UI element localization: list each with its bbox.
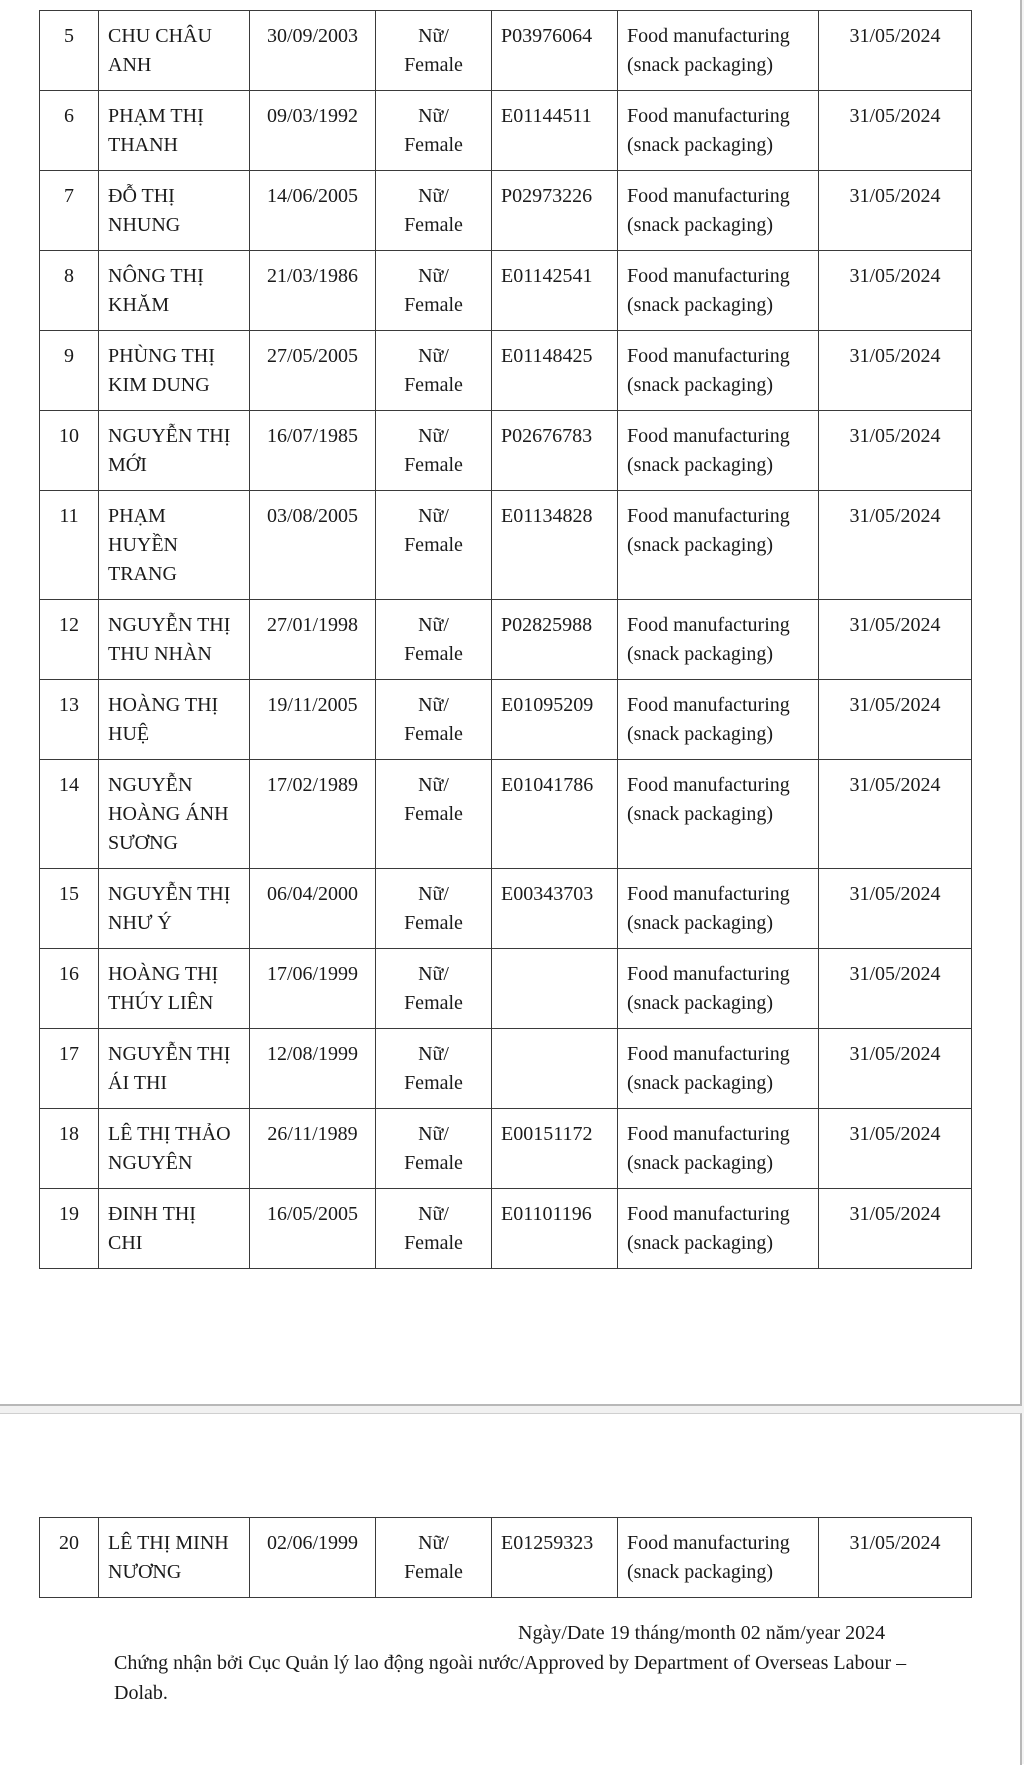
full-name-cell bbox=[99, 331, 250, 411]
table-row bbox=[40, 1189, 972, 1269]
date-of-birth-cell bbox=[250, 1518, 376, 1598]
full-name-line: ÁI THI bbox=[108, 1072, 168, 1094]
row-number-cell bbox=[40, 1189, 99, 1269]
row-number-cell bbox=[40, 331, 99, 411]
row-number: 14 bbox=[59, 774, 79, 796]
row-number-cell bbox=[40, 1029, 99, 1109]
job-line: (snack packaging) bbox=[627, 374, 774, 396]
row-number-cell bbox=[40, 491, 99, 600]
date-of-birth-cell bbox=[250, 1029, 376, 1109]
expected-date-cell bbox=[819, 491, 972, 600]
expected-date: 31/05/2024 bbox=[849, 774, 941, 796]
full-name-line: PHẠM THỊ bbox=[108, 105, 204, 127]
gender-cell bbox=[376, 171, 492, 251]
full-name-line: HOÀNG THỊ bbox=[108, 963, 219, 985]
date-of-birth-cell bbox=[250, 491, 376, 600]
full-name-line: KIM DUNG bbox=[108, 374, 210, 396]
expected-date-cell bbox=[819, 1109, 972, 1189]
job-line: (snack packaging) bbox=[627, 992, 774, 1014]
job-line: (snack packaging) bbox=[627, 294, 774, 316]
gender-cell bbox=[376, 1518, 492, 1598]
table-row bbox=[40, 91, 972, 171]
gender-line: Female bbox=[404, 54, 463, 76]
job-cell bbox=[618, 600, 819, 680]
row-number-cell bbox=[40, 1109, 99, 1189]
job-line: Food manufacturing bbox=[627, 105, 790, 127]
expected-date-cell bbox=[819, 411, 972, 491]
date-of-birth: 17/06/1999 bbox=[266, 963, 359, 985]
expected-date-cell bbox=[819, 1029, 972, 1109]
full-name-line: NHUNG bbox=[108, 214, 181, 236]
full-name-cell bbox=[99, 251, 250, 331]
date-of-birth-cell bbox=[250, 869, 376, 949]
expected-date: 31/05/2024 bbox=[849, 425, 941, 447]
job-cell bbox=[618, 251, 819, 331]
full-name-line: NÔNG THỊ bbox=[108, 265, 204, 287]
passport-number: P02825988 bbox=[501, 614, 593, 636]
gender-line: Nữ/ bbox=[418, 774, 449, 796]
date-of-birth: 09/03/1992 bbox=[266, 105, 359, 127]
row-number-cell bbox=[40, 411, 99, 491]
job-line: Food manufacturing bbox=[627, 185, 790, 207]
gender-cell bbox=[376, 11, 492, 91]
passport-number: E00343703 bbox=[501, 883, 594, 905]
certification-date: Ngày/Date 19 tháng/month 02 năm/year 2024 bbox=[518, 1622, 886, 1644]
date-of-birth: 30/09/2003 bbox=[266, 25, 359, 47]
full-name-cell bbox=[99, 1518, 250, 1598]
passport-cell bbox=[492, 1189, 618, 1269]
expected-date-cell bbox=[819, 251, 972, 331]
full-name-line: ĐINH THỊ bbox=[108, 1203, 196, 1225]
gender-cell bbox=[376, 949, 492, 1029]
expected-date: 31/05/2024 bbox=[849, 505, 941, 527]
row-number: 10 bbox=[59, 425, 79, 447]
passport-number: P03976064 bbox=[501, 25, 593, 47]
full-name-cell bbox=[99, 1189, 250, 1269]
gender-line: Nữ/ bbox=[418, 614, 449, 636]
expected-date: 31/05/2024 bbox=[849, 1043, 941, 1065]
date-of-birth-cell bbox=[250, 949, 376, 1029]
date-of-birth-cell bbox=[250, 11, 376, 91]
gender-line: Female bbox=[404, 643, 463, 665]
date-of-birth: 27/05/2005 bbox=[266, 345, 359, 367]
row-number-cell bbox=[40, 1518, 99, 1598]
gender-cell bbox=[376, 1189, 492, 1269]
job-line: (snack packaging) bbox=[627, 643, 774, 665]
job-line: Food manufacturing bbox=[627, 265, 790, 287]
gender-line: Female bbox=[404, 374, 463, 396]
full-name-line: HUỆ bbox=[108, 723, 150, 745]
row-number: 20 bbox=[59, 1532, 79, 1554]
expected-date-cell bbox=[819, 600, 972, 680]
job-line: (snack packaging) bbox=[627, 214, 774, 236]
passport-number: E01101196 bbox=[501, 1203, 592, 1225]
row-number: 16 bbox=[59, 963, 79, 985]
gender-cell bbox=[376, 251, 492, 331]
row-number-cell bbox=[40, 251, 99, 331]
expected-date: 31/05/2024 bbox=[849, 963, 941, 985]
passport-cell bbox=[492, 491, 618, 600]
expected-date-cell bbox=[819, 11, 972, 91]
passport-number: E00151172 bbox=[501, 1123, 593, 1145]
row-number-cell bbox=[40, 11, 99, 91]
full-name-line: CHU CHÂU bbox=[108, 25, 212, 47]
passport-cell bbox=[492, 760, 618, 869]
job-line: (snack packaging) bbox=[627, 723, 774, 745]
gender-line: Nữ/ bbox=[418, 883, 449, 905]
passport-number: E01144511 bbox=[501, 105, 592, 127]
gender-cell bbox=[376, 411, 492, 491]
gender-cell bbox=[376, 1109, 492, 1189]
passport-number: E01134828 bbox=[501, 505, 593, 527]
date-of-birth-cell bbox=[250, 600, 376, 680]
date-of-birth: 14/06/2005 bbox=[266, 185, 359, 207]
passport-cell bbox=[492, 680, 618, 760]
gender-line: Nữ/ bbox=[418, 345, 449, 367]
job-cell bbox=[618, 1518, 819, 1598]
date-of-birth-cell bbox=[250, 1189, 376, 1269]
full-name-cell bbox=[99, 91, 250, 171]
expected-date-cell bbox=[819, 680, 972, 760]
gender-cell bbox=[376, 491, 492, 600]
passport-number: E01095209 bbox=[501, 694, 594, 716]
gender-line: Nữ/ bbox=[418, 1123, 449, 1145]
gender-line: Nữ/ bbox=[418, 505, 449, 527]
job-line: Food manufacturing bbox=[627, 1532, 790, 1554]
row-number-cell bbox=[40, 91, 99, 171]
job-line: Food manufacturing bbox=[627, 1203, 790, 1225]
full-name-line: THANH bbox=[108, 134, 178, 156]
gender-line: Female bbox=[404, 912, 463, 934]
date-of-birth: 16/05/2005 bbox=[266, 1203, 359, 1225]
passport-cell bbox=[492, 251, 618, 331]
date-of-birth-cell bbox=[250, 411, 376, 491]
date-of-birth: 19/11/2005 bbox=[267, 694, 358, 716]
job-cell bbox=[618, 171, 819, 251]
job-line: (snack packaging) bbox=[627, 134, 774, 156]
job-line: Food manufacturing bbox=[627, 345, 790, 367]
date-of-birth-cell bbox=[250, 760, 376, 869]
table-row bbox=[40, 1518, 972, 1598]
row-number: 15 bbox=[59, 883, 79, 905]
gender-line: Female bbox=[404, 1232, 463, 1254]
job-line: Food manufacturing bbox=[627, 1043, 790, 1065]
table-row bbox=[40, 760, 972, 869]
full-name-line: HOÀNG THỊ bbox=[108, 694, 219, 716]
job-cell bbox=[618, 949, 819, 1029]
passport-number: P02676783 bbox=[501, 425, 593, 447]
worker-list-body bbox=[40, 11, 972, 1269]
full-name-line: ĐỖ THỊ bbox=[108, 185, 175, 207]
job-line: (snack packaging) bbox=[627, 1561, 774, 1583]
full-name-line: NGUYỄN THỊ bbox=[108, 1043, 231, 1065]
full-name-line: NGUYÊN bbox=[108, 1152, 193, 1174]
full-name-line: NGUYỄN bbox=[108, 774, 193, 796]
expected-date-cell bbox=[819, 949, 972, 1029]
table-row bbox=[40, 1109, 972, 1189]
full-name-cell bbox=[99, 680, 250, 760]
table-row bbox=[40, 331, 972, 411]
date-of-birth: 16/07/1985 bbox=[266, 425, 359, 447]
date-of-birth-cell bbox=[250, 1109, 376, 1189]
gender-line: Female bbox=[404, 992, 463, 1014]
passport-cell bbox=[492, 331, 618, 411]
full-name-line: PHÙNG THỊ bbox=[108, 345, 215, 367]
expected-date: 31/05/2024 bbox=[849, 1532, 941, 1554]
gender-line: Nữ/ bbox=[418, 105, 449, 127]
row-number-cell bbox=[40, 949, 99, 1029]
passport-cell bbox=[492, 1109, 618, 1189]
expected-date: 31/05/2024 bbox=[849, 1123, 941, 1145]
passport-cell bbox=[492, 411, 618, 491]
table-row bbox=[40, 680, 972, 760]
job-line: (snack packaging) bbox=[627, 803, 774, 825]
full-name-line: ANH bbox=[108, 54, 152, 76]
gender-line: Nữ/ bbox=[418, 694, 449, 716]
expected-date: 31/05/2024 bbox=[849, 1203, 941, 1225]
full-name-cell bbox=[99, 171, 250, 251]
row-number: 19 bbox=[59, 1203, 79, 1225]
job-line: (snack packaging) bbox=[627, 454, 774, 476]
expected-date: 31/05/2024 bbox=[849, 25, 941, 47]
full-name-line: HOÀNG ÁNH bbox=[108, 803, 229, 825]
expected-date-cell bbox=[819, 1189, 972, 1269]
job-line: Food manufacturing bbox=[627, 505, 790, 527]
row-number: 7 bbox=[64, 185, 74, 207]
job-line: (snack packaging) bbox=[627, 534, 774, 556]
full-name-line: SƯƠNG bbox=[108, 832, 178, 854]
passport-cell bbox=[492, 949, 618, 1029]
gender-line: Female bbox=[404, 134, 463, 156]
page-separator bbox=[0, 1406, 1024, 1413]
gender-line: Female bbox=[404, 1072, 463, 1094]
passport-cell bbox=[492, 91, 618, 171]
full-name-cell bbox=[99, 11, 250, 91]
full-name-line: PHẠM bbox=[108, 505, 166, 527]
job-line: Food manufacturing bbox=[627, 25, 790, 47]
job-line: Food manufacturing bbox=[627, 614, 790, 636]
date-of-birth-cell bbox=[250, 91, 376, 171]
expected-date: 31/05/2024 bbox=[849, 614, 941, 636]
document-page-2 bbox=[0, 1413, 1022, 1765]
worker-list-table-continued bbox=[39, 1517, 972, 1598]
full-name-line: LÊ THỊ THẢO bbox=[108, 1123, 231, 1145]
passport-number: E01259323 bbox=[501, 1532, 594, 1554]
date-of-birth-cell bbox=[250, 331, 376, 411]
passport-number: E01041786 bbox=[501, 774, 594, 796]
row-number: 5 bbox=[64, 25, 74, 47]
full-name-line: NHƯ Ý bbox=[108, 912, 172, 934]
expected-date: 31/05/2024 bbox=[849, 265, 941, 287]
full-name-line: CHI bbox=[108, 1232, 143, 1254]
gender-line: Female bbox=[404, 1152, 463, 1174]
job-line: Food manufacturing bbox=[627, 774, 790, 796]
gender-cell bbox=[376, 331, 492, 411]
full-name-cell bbox=[99, 869, 250, 949]
job-line: (snack packaging) bbox=[627, 54, 774, 76]
passport-cell bbox=[492, 1029, 618, 1109]
job-line: (snack packaging) bbox=[627, 912, 774, 934]
passport-cell bbox=[492, 869, 618, 949]
date-of-birth: 26/11/1989 bbox=[267, 1123, 358, 1145]
row-number-cell bbox=[40, 869, 99, 949]
row-number: 12 bbox=[59, 614, 79, 636]
table-row bbox=[40, 600, 972, 680]
table-row bbox=[40, 11, 972, 91]
expected-date: 31/05/2024 bbox=[849, 105, 941, 127]
row-number-cell bbox=[40, 171, 99, 251]
job-cell bbox=[618, 91, 819, 171]
job-line: (snack packaging) bbox=[627, 1072, 774, 1094]
full-name-cell bbox=[99, 1029, 250, 1109]
gender-line: Female bbox=[404, 454, 463, 476]
gender-line: Female bbox=[404, 294, 463, 316]
passport-cell bbox=[492, 600, 618, 680]
table-row bbox=[40, 251, 972, 331]
gender-line: Female bbox=[404, 723, 463, 745]
job-cell bbox=[618, 411, 819, 491]
approval-statement: Chứng nhận bởi Cục Quản lý lao động ngoài nước/Approved by Department of Overseas Labour – Dolab. bbox=[114, 1652, 907, 1704]
full-name-line: HUYỀN bbox=[108, 534, 178, 556]
table-row bbox=[40, 171, 972, 251]
passport-cell bbox=[492, 1518, 618, 1598]
date-of-birth: 27/01/1998 bbox=[266, 614, 359, 636]
passport-number: E01142541 bbox=[501, 265, 593, 287]
full-name-cell bbox=[99, 491, 250, 600]
gender-line: Nữ/ bbox=[418, 265, 449, 287]
gender-line: Nữ/ bbox=[418, 963, 449, 985]
job-line: (snack packaging) bbox=[627, 1232, 774, 1254]
table-row bbox=[40, 1029, 972, 1109]
date-of-birth: 03/08/2005 bbox=[266, 505, 359, 527]
worker-list-table bbox=[39, 10, 972, 1269]
gender-line: Nữ/ bbox=[418, 1532, 449, 1554]
row-number: 9 bbox=[64, 345, 74, 367]
full-name-cell bbox=[99, 411, 250, 491]
passport-cell bbox=[492, 171, 618, 251]
job-cell bbox=[618, 1189, 819, 1269]
gender-line: Nữ/ bbox=[418, 1203, 449, 1225]
gender-line: Nữ/ bbox=[418, 25, 449, 47]
row-number-cell bbox=[40, 600, 99, 680]
table-row bbox=[40, 491, 972, 600]
table-row bbox=[40, 411, 972, 491]
expected-date-cell bbox=[819, 171, 972, 251]
full-name-line: NGUYỄN THỊ bbox=[108, 425, 231, 447]
gender-line: Female bbox=[404, 803, 463, 825]
row-number-cell bbox=[40, 760, 99, 869]
expected-date: 31/05/2024 bbox=[849, 345, 941, 367]
full-name-line: THÚY LIÊN bbox=[108, 992, 214, 1014]
gender-cell bbox=[376, 869, 492, 949]
expected-date: 31/05/2024 bbox=[849, 185, 941, 207]
date-of-birth: 02/06/1999 bbox=[266, 1532, 359, 1554]
row-number-cell bbox=[40, 680, 99, 760]
date-of-birth: 17/02/1989 bbox=[266, 774, 359, 796]
full-name-line: MỚI bbox=[108, 454, 147, 476]
expected-date-cell bbox=[819, 91, 972, 171]
date-of-birth-cell bbox=[250, 171, 376, 251]
job-line: Food manufacturing bbox=[627, 694, 790, 716]
gender-cell bbox=[376, 760, 492, 869]
row-number: 13 bbox=[59, 694, 79, 716]
full-name-line: THU NHÀN bbox=[108, 643, 212, 665]
full-name-line: TRANG bbox=[108, 563, 177, 585]
job-cell bbox=[618, 11, 819, 91]
gender-cell bbox=[376, 1029, 492, 1109]
passport-number: E01148425 bbox=[501, 345, 593, 367]
gender-line: Nữ/ bbox=[418, 185, 449, 207]
expected-date-cell bbox=[819, 1518, 972, 1598]
job-cell bbox=[618, 491, 819, 600]
job-line: Food manufacturing bbox=[627, 1123, 790, 1145]
expected-date-cell bbox=[819, 331, 972, 411]
job-cell bbox=[618, 1109, 819, 1189]
full-name-cell bbox=[99, 600, 250, 680]
date-of-birth: 12/08/1999 bbox=[266, 1043, 359, 1065]
full-name-cell bbox=[99, 760, 250, 869]
expected-date-cell bbox=[819, 869, 972, 949]
job-cell bbox=[618, 1029, 819, 1109]
expected-date-cell bbox=[819, 760, 972, 869]
row-number: 8 bbox=[64, 265, 74, 287]
date-of-birth: 06/04/2000 bbox=[266, 883, 359, 905]
gender-cell bbox=[376, 600, 492, 680]
full-name-line: NGUYỄN THỊ bbox=[108, 614, 231, 636]
full-name-line: LÊ THỊ MINH bbox=[108, 1532, 229, 1554]
job-line: Food manufacturing bbox=[627, 883, 790, 905]
job-line: Food manufacturing bbox=[627, 963, 790, 985]
gender-cell bbox=[376, 91, 492, 171]
row-number: 6 bbox=[64, 105, 74, 127]
job-cell bbox=[618, 680, 819, 760]
job-line: Food manufacturing bbox=[627, 425, 790, 447]
passport-number: P02973226 bbox=[501, 185, 593, 207]
full-name-line: NGUYỄN THỊ bbox=[108, 883, 231, 905]
expected-date: 31/05/2024 bbox=[849, 694, 941, 716]
full-name-cell bbox=[99, 949, 250, 1029]
date-of-birth-cell bbox=[250, 251, 376, 331]
gender-line: Female bbox=[404, 534, 463, 556]
row-number: 17 bbox=[59, 1043, 79, 1065]
full-name-line: KHĂM bbox=[108, 294, 170, 316]
date-of-birth-cell bbox=[250, 680, 376, 760]
full-name-line: NƯƠNG bbox=[108, 1561, 182, 1583]
gender-line: Female bbox=[404, 1561, 463, 1583]
full-name-cell bbox=[99, 1109, 250, 1189]
expected-date: 31/05/2024 bbox=[849, 883, 941, 905]
table-row bbox=[40, 869, 972, 949]
passport-cell bbox=[492, 11, 618, 91]
row-number: 18 bbox=[59, 1123, 79, 1145]
job-cell bbox=[618, 331, 819, 411]
job-cell bbox=[618, 869, 819, 949]
gender-line: Nữ/ bbox=[418, 425, 449, 447]
gender-line: Nữ/ bbox=[418, 1043, 449, 1065]
gender-cell bbox=[376, 680, 492, 760]
job-cell bbox=[618, 760, 819, 869]
date-of-birth: 21/03/1986 bbox=[266, 265, 359, 287]
row-number: 11 bbox=[59, 505, 79, 527]
worker-list-body-continued bbox=[40, 1518, 972, 1598]
table-row bbox=[40, 949, 972, 1029]
job-line: (snack packaging) bbox=[627, 1152, 774, 1174]
gender-line: Female bbox=[404, 214, 463, 236]
